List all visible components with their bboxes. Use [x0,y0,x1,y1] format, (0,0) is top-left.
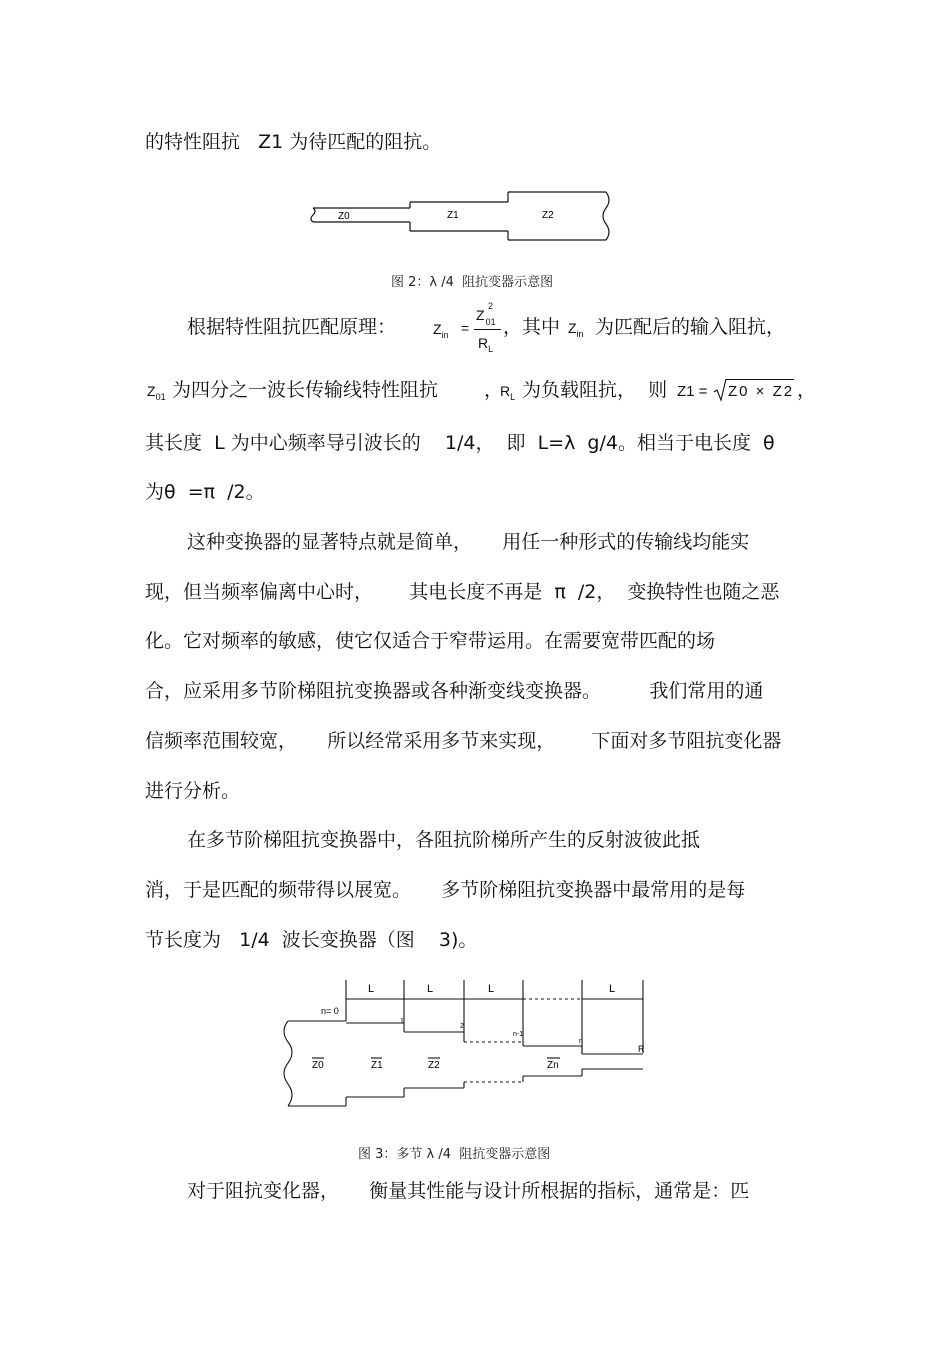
fig3-z2-label: Z2 [428,1060,440,1071]
figure-2-caption: 图 2：λ /4 阻抗变器示意图 [391,275,554,290]
z01-symbol: $Z_{01}$ [147,383,166,402]
text-line-z01: 为四分之一波长传输线特性阻抗 [172,379,439,401]
text-line: 对于阻抗变化器， 衡量其性能与设计所根据的指标，通常是：匹 [187,1180,750,1202]
right-break [603,192,609,240]
fraction-bar [474,329,501,330]
text-line: 这种变换器的显著特点就是简单， 用任一种形式的传输线均能实 [187,531,750,553]
equals-sign: = [461,320,470,336]
fig3-segment-label: L [427,983,434,995]
fig3-index-n-1: n-1 [513,1031,524,1038]
fig3-segment-label: L [488,983,495,995]
z1-equals: Z1 = [677,383,708,400]
sqrt-content: Z0 × Z2 [728,383,795,400]
text-line-formula-prefix: 根据特性阻抗匹配原理： [187,316,397,338]
fig3-index-r: R [638,1044,645,1054]
sqrt-sign [713,378,727,402]
fig2-label-z1: Z1 [447,210,459,221]
fig2-label-z2: Z2 [542,210,554,221]
fraction-numerator: Z 2 $_{01}$ [476,301,496,327]
fig3-z1-label: Z1 [371,1060,383,1071]
fig3-index-n0: n= 0 [321,1006,339,1016]
rl-symbol: $R_L$ [500,383,516,402]
text-line-comma-2: ， [797,379,817,401]
text-line: 信频率范围较宽， 所以经常采用多节来实现， 下面对多节阻抗变化器 [145,730,782,752]
text-line-formula-suffix: 为匹配后的输入阻抗， [595,316,786,338]
fig3-segment-label: L [368,983,375,995]
figure-3-diagram [270,975,660,1115]
text-line-comma: ， [484,379,504,401]
text-line-formula-mid: ，其中 [503,316,561,338]
text-line: 消，于是匹配的频带得以展宽。 多节阶梯阻抗变换器中最常用的是每 [145,879,746,901]
text-line: 在多节阶梯阻抗变换器中，各阻抗阶梯所产生的反射波彼此抵 [187,829,701,851]
left-break [311,208,315,222]
figure-3-caption: 图 3：多节 λ /4 阻抗变器示意图 [358,1147,551,1162]
fig3-segment-label: L [609,983,616,995]
fig3-zn-label: Zn [547,1060,559,1071]
fraction-denominator: $R_L$ [478,335,494,354]
text-line: 进行分析。 [145,780,241,802]
zin-symbol: $Z_{in}$ [433,321,449,340]
zin-symbol-2: $Z_{in}$ [568,320,584,339]
fig2-label-z0: Z0 [338,211,350,222]
figure-2-diagram [305,188,615,248]
text-line: 其长度 L 为中心频率导引波长的 1/4， 即 L=λ g/4。相当于电长度 θ [145,432,775,454]
text-line: 化。它对频率的敏感，使它仅适合于窄带运用。在需要宽带匹配的场 [145,630,716,652]
text-line: 为θ =π /2。 [145,481,265,503]
text-line: 现，但当频率偏离中心时， 其电长度不再是 π /2， 变换特性也随之恶 [145,581,780,603]
text-line: 节长度为 1/4 波长变换器（图 3)。 [145,929,478,951]
text-line-load: 为负载阻抗， 则 [522,379,668,401]
fig3-index-n: n [579,1038,583,1045]
sqrt-bar [726,379,794,380]
fig3-index-2: 2 [460,1023,464,1030]
text-line: 合，应采用多节阶梯阻抗变换器或各种渐变线变换器。 我们常用的通 [145,680,764,702]
text-line: 的特性阻抗 Z1 为待匹配的阻抗。 [145,131,442,153]
fig3-z0-label: Z0 [312,1060,324,1071]
fig3-index-1: 1 [400,1018,404,1025]
